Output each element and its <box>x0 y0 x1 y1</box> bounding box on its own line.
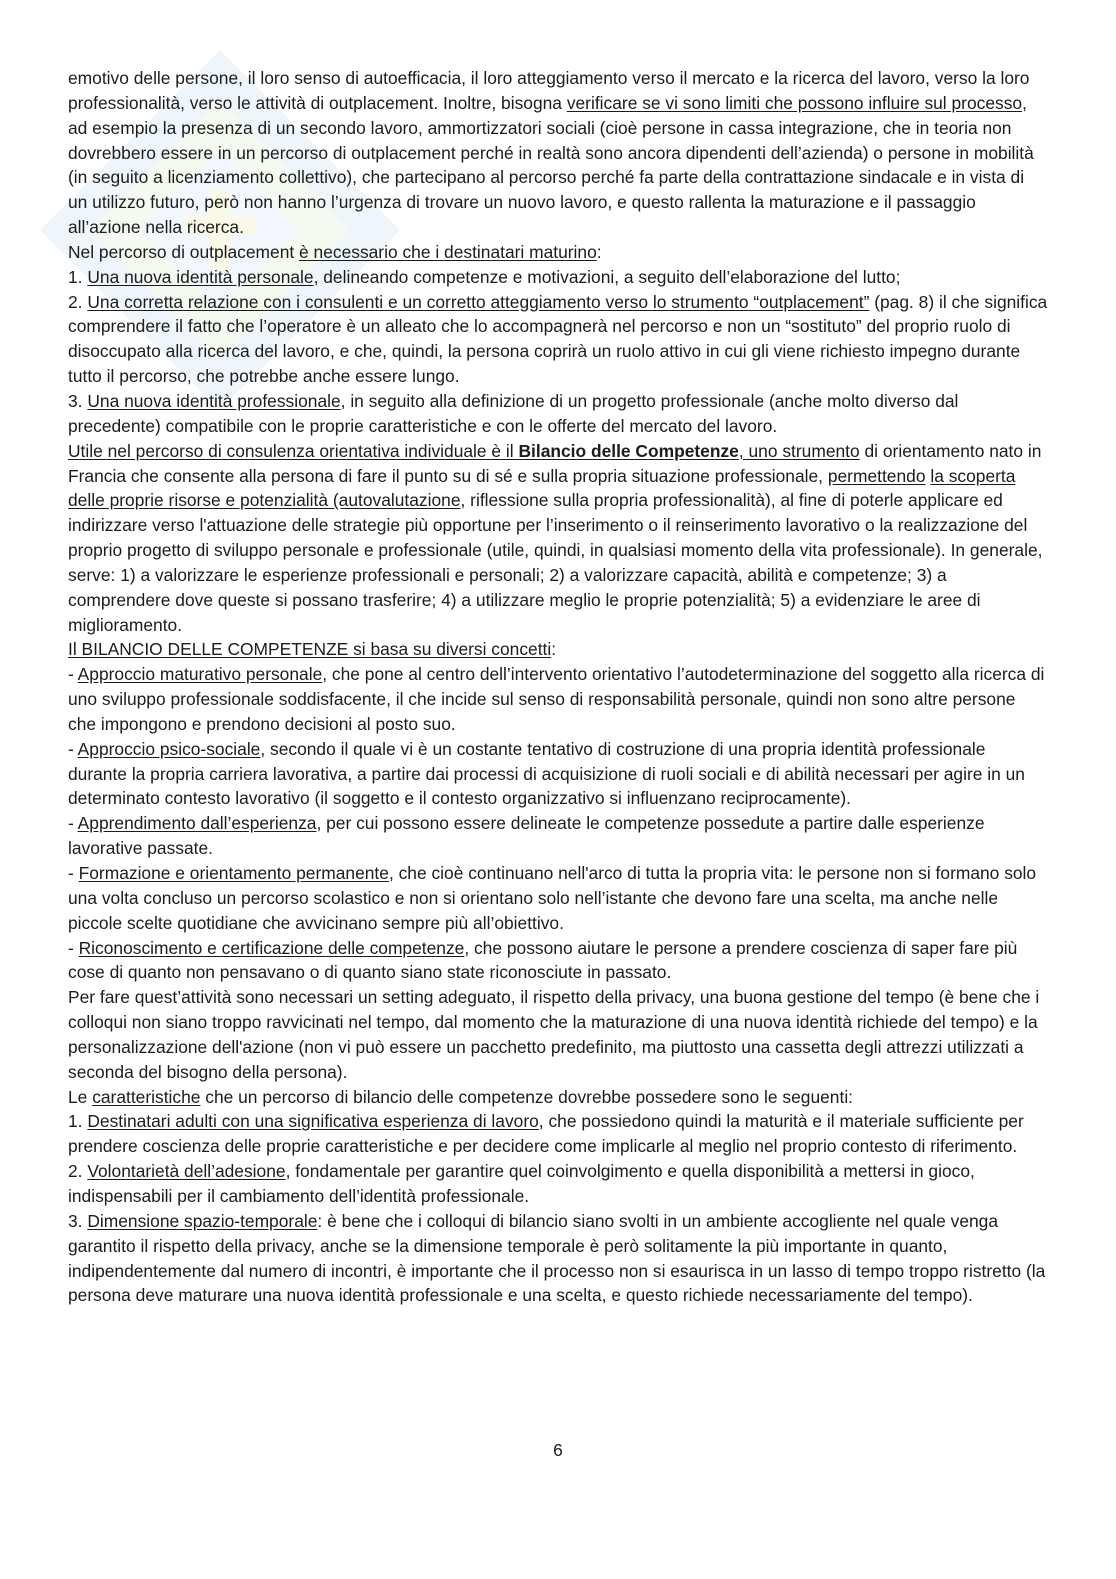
paragraph: Per fare quest’attività sono necessari un setting adeguato, il rispetto della privacy, una buona gestione del tempo (è bene che i colloqui non siano troppo ravvicinati nel tempo, dal momento che la maturazione di una nuova identità richiede del tempo) e la personalizzazione dell'azione (non vi può essere un pacchetto predefinito, ma piuttosto una cassetta degli attrezzi utilizzati a seconda del bisogno della persona). <box>68 987 1040 1082</box>
list-item: 3. Dimensione spazio-temporale: è bene che i colloqui di bilancio siano svolti in un ambiente accogliente nel quale venga garantito il rispetto della privacy, anche se la dimensione temporale è però solitamente la più importante in quanto, indipendentemente dal numero di incontri, è importante che il processo non si esaurisca in un lasso di tempo troppo ristretto (la persona deve maturare una nuova identità professionale e una scelta, e questo richiede necessariamente del tempo). <box>68 1210 1046 1306</box>
list-item: - Apprendimento dall’esperienza, per cui possono essere delineate le competenze possedute a partire dalle esperienze lavorative passate. <box>68 813 985 859</box>
list-item: 1. Destinatari adulti con una significativa esperienza di lavoro, che possiedono quindi la maturità e il materiale sufficiente per prendere coscienza delle proprie caratteristiche e per decidere come implicarle al meglio nel proprio contesto di riferimento. <box>68 1111 1024 1157</box>
paragraph: Il BILANCIO DELLE COMPETENZE si basa su diversi concetti: <box>68 639 557 660</box>
list-item: - Formazione e orientamento permanente, che cioè continuano nell'arco di tutta la propria vita: le persone non si formano solo una volta concluso un percorso scolastico e non si orientano solo nell’istante che devono fare una scelta, ma anche nelle piccole scelte quotidiane che avvicinano sempre più all’obiettivo. <box>68 863 1037 933</box>
page-number: 6 <box>553 1440 563 1460</box>
list-item: 2. Volontarietà dell’adesione, fondamentale per garantire quel coinvolgimento e quella disponibilità a mettersi in gioco, indispensabili per il cambiamento dell’identità professionale. <box>68 1161 975 1206</box>
list-item: 3. Una nuova identità professionale, in seguito alla definizione di un progetto professionale (anche molto diverso dal precedente) compatibile con le proprie caratteristiche e con le offerte del mercato del lavoro. <box>68 390 959 436</box>
bold-term: Bilancio delle Competenze <box>518 440 739 461</box>
list-item: - Approccio psico-sociale, secondo il quale vi è un costante tentativo di costruzione di una propria identità professionale durante la propria carriera lavorativa, a partire dai processi di acquisizione di ruoli sociali e di abilità necessari per agire in un determinato contesto lavorativo (il soggetto e il contesto organizzativo si influenzano reciprocamente). <box>68 738 1025 809</box>
list-item: 1. Una nuova identità personale, delineando competenze e motivazioni, a seguito dell’elaborazione del lutto; <box>68 266 901 287</box>
paragraph: Utile nel percorso di consulenza orientativa individuale è il Bilancio delle Competenze, uno strumento di orientamento nato in Francia che consente alla persona di fare il punto su di sé e sulla propria situazione professionale, permettendo la scoperta delle proprie risorse e potenzialità (autovalutazione, riflessione sulla propria professionalità), al fine di poterle applicare ed indirizzare verso l'attuazione delle strategie più opportune per l’inserimento o il reinserimento lavorativo o la realizzazione del proprio progetto di sviluppo personale e professionale (utile, quindi, in qualsiasi momento della vita professionale). In generale, serve: 1) a valorizzare le esperienze professionali e personali; 2) a valorizzare capacità, abilità e competenze; 3) a comprendere dove queste si possano trasferire; 4) a utilizzare meglio le proprie potenzialità; 5) a evidenziare le aree di miglioramento. <box>68 440 1043 635</box>
paragraph: emotivo delle persone, il loro senso di autoefficacia, il loro atteggiamento verso il mercato e la ricerca del lavoro, verso la loro professionalità, verso le attività di outplacement. Inoltre, bisogna verificare se vi sono limiti che possono influire sul processo, ad esempio la presenza di un secondo lavoro, ammortizzatori sociali (cioè persone in cassa integrazione, che in teoria non dovrebbero essere in un percorso di outplacement perché in realtà sono ancora dipendenti dell’azienda) o persone in mobilità (in seguito a licenziamento collettivo), che partecipano al percorso perché fa parte della contrattazione sindacale e in vista di un utilizzo futuro, però non hanno l’urgenza di trovare un nuovo lavoro, e questo rallenta la maturazione e il passaggio all’azione nella ricerca. <box>68 68 1034 238</box>
document-body <box>68 66 1048 1308</box>
paragraph: Le caratteristiche che un percorso di bilancio delle competenze dovrebbe possedere sono le seguenti: <box>68 1086 854 1107</box>
list-item: - Riconoscimento e certificazione delle competenze, che possono aiutare le persone a prendere coscienza di saper fare più cose di quanto non pensavano o di quanto siano state riconosciute in passato. <box>68 937 1018 983</box>
list-item: - Approccio maturativo personale, che pone al centro dell’intervento orientativo l’autodeterminazione del soggetto alla ricerca di uno sviluppo professionale soddisfacente, il che incide sul senso di responsabilità personale, quindi non sono altre persone che impongono e prendono decisioni al posto suo. <box>68 664 1045 734</box>
list-item: 2. Una corretta relazione con i consulenti e un corretto atteggiamento verso lo strumento “outplacement” (pag. 8) il che significa comprendere il fatto che l’operatore è un alleato che lo accompagnerà nel percorso e non un “sostituto” del proprio ruolo di disoccupato alla ricerca del lavoro, e che, quindi, la persona coprirà un ruolo attivo in cui gli viene richiesto impegno durante tutto il percorso, che potrebbe anche essere lungo. <box>68 291 1048 387</box>
paragraph: Nel percorso di outplacement è necessario che i destinatari maturino: <box>68 241 602 262</box>
